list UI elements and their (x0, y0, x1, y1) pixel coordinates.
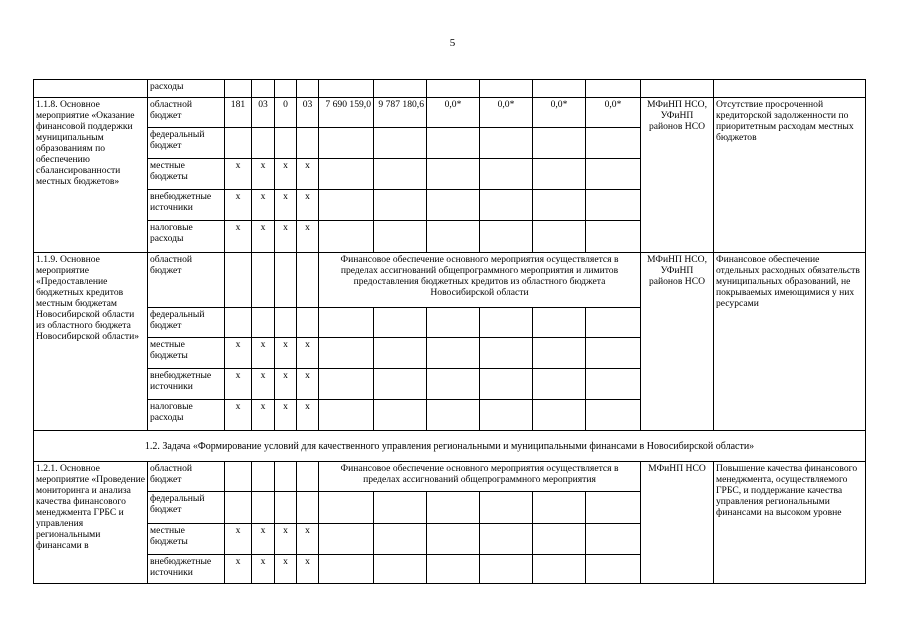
code-cell: x (275, 338, 297, 369)
source-cell: областной бюджет (148, 98, 225, 128)
activity-name: 1.2.1. Основное мероприятие «Проведение мониторинга и анализа качества финансового менеджмента ГРБС и управления региональными финансами в (34, 462, 148, 584)
code-cell: 0 (275, 98, 297, 128)
code-cell: x (225, 369, 252, 400)
code-cell: x (225, 190, 252, 221)
source-cell: внебюджетные источники (148, 369, 225, 400)
source-cell: местные бюджеты (148, 524, 225, 555)
table-row (34, 98, 866, 128)
code-cell: x (275, 159, 297, 190)
table-row (34, 253, 866, 308)
result-cell: Отсутствие просроченной кредиторской задолженности по приоритетным расходам местных бюджетов (714, 98, 866, 253)
source-cell: областной бюджет (148, 462, 225, 492)
code-cell: x (252, 369, 275, 400)
code-cell: x (252, 400, 275, 431)
code-cell: x (275, 369, 297, 400)
code-cell: x (252, 190, 275, 221)
code-cell: x (297, 369, 319, 400)
code-cell: x (275, 221, 297, 253)
source-cell: местные бюджеты (148, 159, 225, 190)
executor-cell: МФиНП НСО, УФиНП районов НСО (641, 253, 714, 431)
source-cell: налоговые расходы (148, 221, 225, 253)
code-cell: x (275, 524, 297, 555)
code-cell: x (252, 159, 275, 190)
source-cell: расходы (148, 80, 225, 98)
code-cell: x (297, 190, 319, 221)
cell (34, 80, 148, 98)
financing-note: Финансовое обеспечение основного мероприятия осуществляется в пределах ассигнований общепрограммного мероприятия и лимитов предоставления бюджетных кредитов из областного бюджета Новосибирской области (319, 253, 641, 308)
activity-name: 1.1.8. Основное мероприятие «Оказание финансовой поддержки муниципальным образованиям по обеспечению сбалансированности местных бюджетов» (34, 98, 148, 253)
source-cell: налоговые расходы (148, 400, 225, 431)
value-cell: 0,0* (480, 98, 533, 128)
code-cell: x (252, 221, 275, 253)
code-cell: x (225, 555, 252, 584)
value-cell: 9 787 180,6 (374, 98, 427, 128)
code-cell: x (275, 400, 297, 431)
source-cell: федеральный бюджет (148, 308, 225, 338)
source-cell: областной бюджет (148, 253, 225, 308)
source-cell: федеральный бюджет (148, 492, 225, 524)
code-cell: x (225, 524, 252, 555)
source-cell: внебюджетные источники (148, 190, 225, 221)
code-cell: x (297, 555, 319, 584)
table-row (34, 462, 866, 492)
code-cell: x (297, 221, 319, 253)
code-cell: x (275, 555, 297, 584)
code-cell: x (252, 524, 275, 555)
code-cell: x (252, 338, 275, 369)
code-cell: x (225, 221, 252, 253)
source-cell: внебюджетные источники (148, 555, 225, 584)
code-cell: x (225, 338, 252, 369)
code-cell: 181 (225, 98, 252, 128)
code-cell: x (297, 338, 319, 369)
source-cell: федеральный бюджет (148, 128, 225, 159)
code-cell: x (275, 190, 297, 221)
code-cell: x (297, 159, 319, 190)
value-cell: 7 690 159,0 (319, 98, 374, 128)
result-cell: Финансовое обеспечение отдельных расходных обязательств муниципальных образований, не покрываемых имеющимися у них ресурсами (714, 253, 866, 431)
code-cell: x (225, 159, 252, 190)
program-table (33, 79, 866, 584)
executor-cell: МФиНП НСО (641, 462, 714, 584)
financing-note: Финансовое обеспечение основного мероприятия осуществляется в пределах ассигнований общепрограммного мероприятия (319, 462, 641, 492)
table-row (34, 431, 866, 462)
value-cell: 0,0* (586, 98, 641, 128)
code-cell: 03 (297, 98, 319, 128)
code-cell: x (297, 524, 319, 555)
code-cell: x (252, 555, 275, 584)
code-cell: x (225, 400, 252, 431)
page-number: 5 (449, 37, 456, 49)
task-heading: 1.2. Задача «Формирование условий для качественного управления региональными и муниципальными финансами в Новосибирской области» (34, 431, 866, 462)
code-cell: 03 (252, 98, 275, 128)
result-cell: Повышение качества финансового менеджмента, осуществляемого ГРБС, и поддержание качества управления региональными финансами на высоком уровне (714, 462, 866, 584)
value-cell: 0,0* (533, 98, 586, 128)
code-cell: x (297, 400, 319, 431)
source-cell: местные бюджеты (148, 338, 225, 369)
value-cell: 0,0* (427, 98, 480, 128)
executor-cell: МФиНП НСО, УФиНП районов НСО (641, 98, 714, 253)
activity-name: 1.1.9. Основное мероприятие «Предоставление бюджетных кредитов местным бюджетам Новосибирской области из областного бюджета Новосибирской области» (34, 253, 148, 431)
table-row (34, 80, 866, 98)
